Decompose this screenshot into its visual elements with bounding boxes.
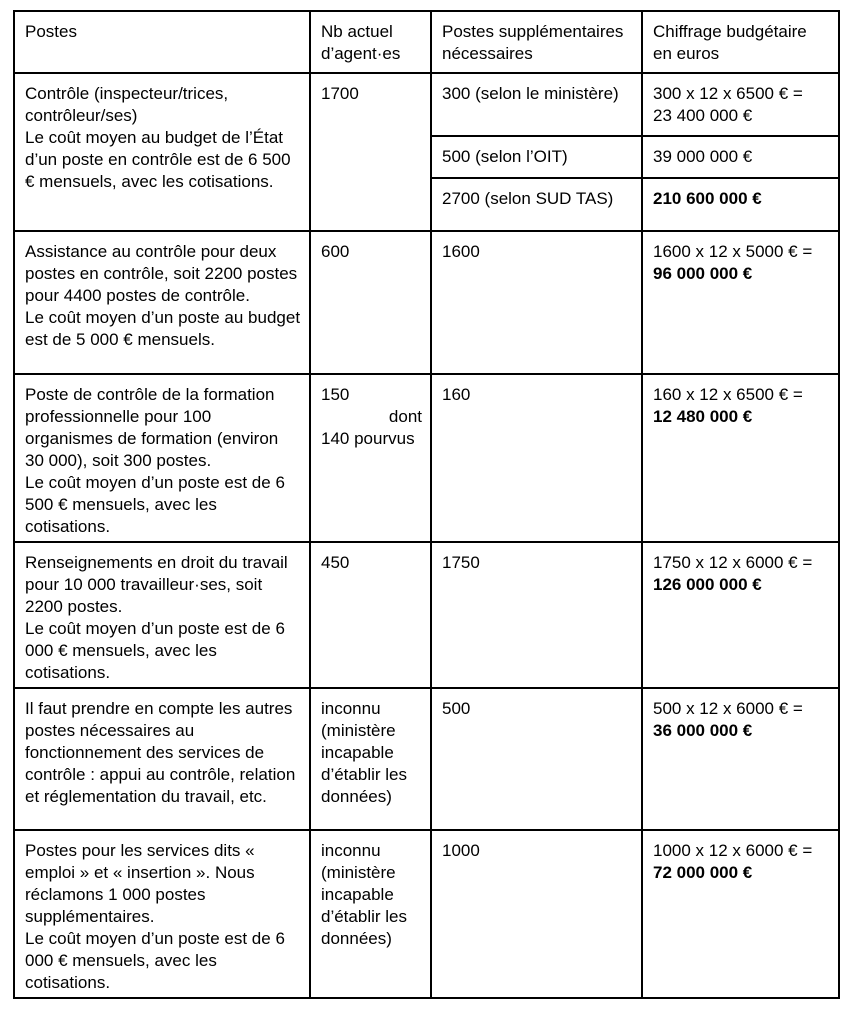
supp-value: 500 (selon l’OIT) — [442, 147, 568, 166]
supp-value: 300 (selon le ministère) — [442, 84, 619, 103]
cell-nb-controle — [310, 73, 431, 231]
chiffrage-formula: 1000 x 12 x 6000 € = — [653, 841, 813, 860]
chiffrage-amount-bold: 96 000 000 € — [653, 264, 753, 283]
nb-pourvus-value: 140 pourvus — [321, 429, 415, 448]
cell-chiffrage-ministere — [642, 73, 839, 136]
col-header-postes-supplementaires: Postes supplémentaires nécessaires — [431, 11, 642, 73]
nb-value: 600 — [321, 242, 350, 261]
col-header-postes: Postes — [14, 11, 310, 73]
cell-chiffrage-sudtas — [642, 178, 839, 231]
cell-postes-formation — [14, 374, 310, 542]
cell-supp-oit — [431, 136, 642, 178]
postes-text: Postes pour les services dits « emploi » et « insertion ». Nous réclamons 1 000 postes supplémentaires. — [25, 841, 255, 926]
chiffrage-formula: 160 x 12 x 6500 € = — [653, 385, 803, 404]
nb-dont-label: dont — [388, 407, 422, 426]
postes-cost-text: Le coût moyen d’un poste est de 6 500 € mensuels, avec les cotisations. — [25, 473, 285, 536]
cell-supp-emploi-insertion — [431, 830, 642, 998]
cell-chiffrage-emploi-insertion — [642, 830, 839, 998]
cell-supp-renseignements — [431, 542, 642, 688]
cell-supp-autres-services — [431, 688, 642, 830]
postes-text: Poste de contrôle de la formation professionnelle pour 100 organismes de formation (environ 30 000), soit 300 postes. — [25, 385, 279, 470]
nb-value: 1700 — [321, 84, 359, 103]
supp-value: 500 — [442, 699, 471, 718]
supp-value: 1000 — [442, 841, 480, 860]
cell-postes-controle — [14, 73, 310, 231]
header-row — [14, 11, 839, 73]
cell-nb-renseignements — [310, 542, 431, 688]
chiffrage-amount-bold: 36 000 000 € — [653, 721, 753, 740]
nb-value: 450 — [321, 553, 350, 572]
postes-cost-text: Le coût moyen d’un poste est de 6 000 € mensuels, avec les cotisations. — [25, 619, 285, 682]
col-header-nb-actuel: Nb actuel d’agent·es — [310, 11, 431, 73]
postes-cost-text: Le coût moyen d’un poste au budget est de 5 000 € mensuels. — [25, 308, 301, 349]
budget-table — [13, 10, 840, 999]
table-row-formation — [14, 374, 839, 542]
cell-nb-formation — [310, 374, 431, 542]
chiffrage-formula: 1600 x 12 x 5000 € = — [653, 242, 813, 261]
postes-text: Renseignements en droit du travail pour 10 000 travailleur·ses, soit 2200 postes. — [25, 553, 288, 616]
cell-nb-assistance — [310, 231, 431, 374]
supp-value: 1600 — [442, 242, 480, 261]
cell-supp-ministere — [431, 73, 642, 136]
supp-value: 160 — [442, 385, 471, 404]
cell-supp-assistance — [431, 231, 642, 374]
chiffrage-amount-bold: 210 600 000 € — [653, 189, 762, 208]
supp-value: 1750 — [442, 553, 480, 572]
cell-chiffrage-renseignements — [642, 542, 839, 688]
table-row-controle — [14, 73, 839, 136]
cell-chiffrage-oit — [642, 136, 839, 178]
document-page — [13, 10, 848, 999]
cell-nb-emploi-insertion — [310, 830, 431, 998]
postes-cost-text: Le coût moyen d’un poste est de 6 000 € mensuels, avec les cotisations. — [25, 929, 285, 992]
nb-value: inconnu (ministère incapable d’établir les données) — [321, 841, 407, 948]
table-row-renseignements — [14, 542, 839, 688]
postes-text: Assistance au contrôle pour deux postes en contrôle, soit 2200 postes pour 4400 postes de contrôle. — [25, 242, 298, 305]
cell-chiffrage-formation — [642, 374, 839, 542]
cell-nb-autres-services — [310, 688, 431, 830]
postes-text: Contrôle (inspecteur/trices, contrôleur/ses) — [25, 84, 229, 125]
postes-cost-text: Le coût moyen au budget de l’État d’un poste en contrôle est de 6 500 € mensuels, avec les cotisations. — [25, 128, 291, 191]
cell-chiffrage-autres-services — [642, 688, 839, 830]
chiffrage-amount: 39 000 000 € — [653, 147, 753, 166]
chiffrage-amount-bold: 12 480 000 € — [653, 407, 753, 426]
chiffrage-amount: 23 400 000 € — [653, 106, 753, 125]
nb-value: inconnu (ministère incapable d’établir les données) — [321, 699, 407, 806]
chiffrage-amount-bold: 126 000 000 € — [653, 575, 762, 594]
table-row-emploi-insertion — [14, 830, 839, 998]
chiffrage-formula: 500 x 12 x 6000 € = — [653, 699, 803, 718]
chiffrage-amount-bold: 72 000 000 € — [653, 863, 753, 882]
supp-value: 2700 (selon SUD TAS) — [442, 189, 614, 208]
nb-value: 150 — [321, 385, 350, 404]
cell-postes-emploi-insertion — [14, 830, 310, 998]
cell-postes-autres-services — [14, 688, 310, 830]
chiffrage-formula: 300 x 12 x 6500 € = — [653, 84, 803, 103]
col-header-chiffrage: Chiffrage budgétaire en euros — [642, 11, 839, 73]
cell-supp-formation — [431, 374, 642, 542]
cell-postes-renseignements — [14, 542, 310, 688]
cell-postes-assistance — [14, 231, 310, 374]
table-row-assistance — [14, 231, 839, 374]
cell-chiffrage-assistance — [642, 231, 839, 374]
cell-supp-sudtas — [431, 178, 642, 231]
table-row-autres-services — [14, 688, 839, 830]
postes-text: Il faut prendre en compte les autres postes nécessaires au fonctionnement des services de contrôle : appui au contrôle, relation et réglementation du travail, etc. — [25, 699, 296, 806]
chiffrage-formula: 1750 x 12 x 6000 € = — [653, 553, 813, 572]
